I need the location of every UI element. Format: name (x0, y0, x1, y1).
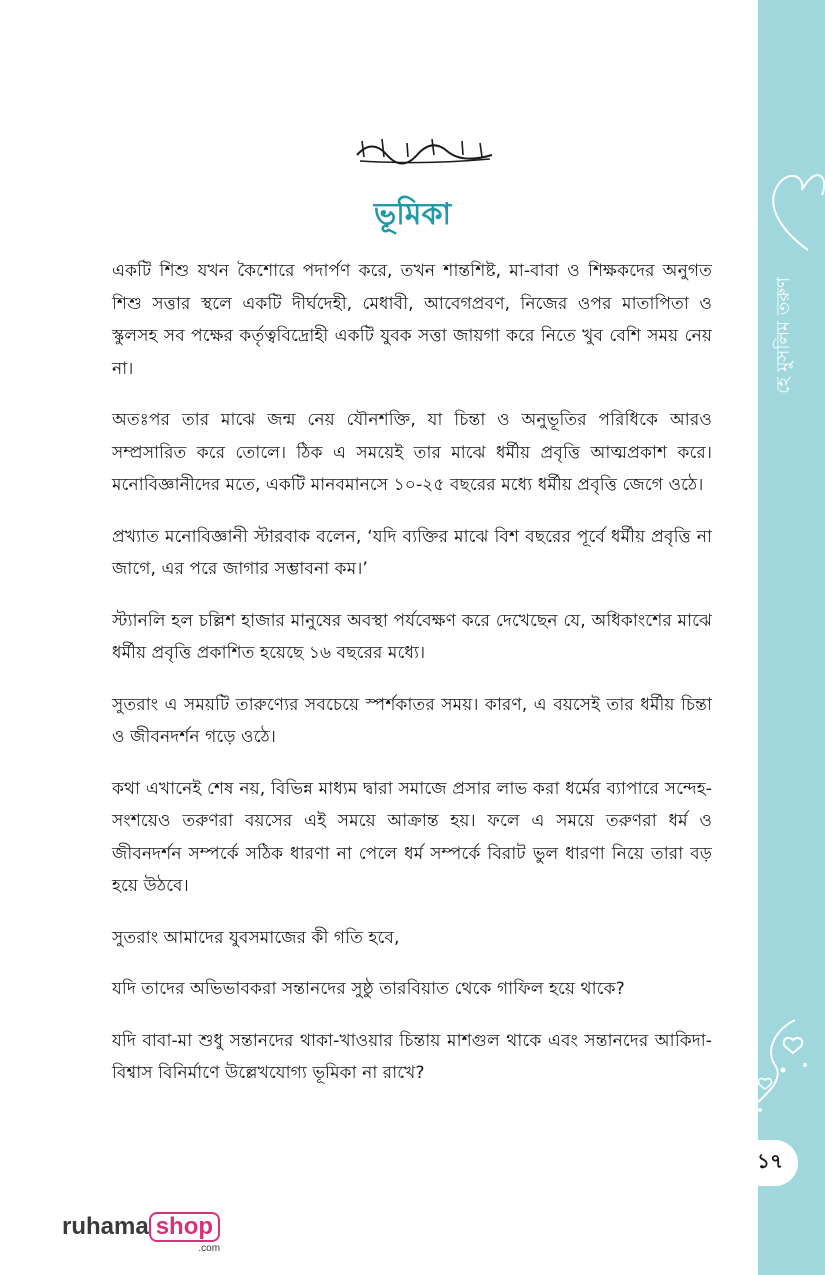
logo-ruhama: ruhama (62, 1213, 149, 1240)
watermark-logo (62, 1212, 220, 1254)
paragraph: সুতরাং এ সময়টি তারুণ্যের সবচেয়ে স্পর্শকাতর সময়। কারণ, এ বয়সেই তার ধর্মীয় চিন্তা ও জীবনদর্শন গড়ে ওঠে। (112, 694, 712, 747)
logo-com: .com (198, 1243, 221, 1254)
paragraph: স্ট্যানলি হল চল্লিশ হাজার মানুষের অবস্থা পর্যবেক্ষণ করে দেখেছেন যে, অধিকাংশের মাঝে ধর্মীয় প্রবৃত্তি প্রকাশিত হয়েছে ১৬ বছরের মধ্যে। (112, 610, 712, 663)
running-title (764, 250, 804, 420)
paragraph: সুতরাং আমাদের যুবসমাজের কী গতি হবে, (112, 927, 400, 948)
page-number: ১৭ (742, 1140, 798, 1186)
running-title-text: হে মুসলিম তরুণ (772, 276, 794, 394)
paragraph: প্রখ্যাত মনোবিজ্ঞানী স্টারবাক বলেন, ‘যদি ব্যক্তির মাঝে বিশ বছরের পূর্বে ধর্মীয় প্রবৃত্তি না জাগে, এর পরে জাগার সম্ভাবনা কম।’ (112, 526, 712, 579)
paragraph: যদি তাদের অভিভাবকরা সন্তানদের সুষ্ঠু তারবিয়াত থেকে গাফিল হয়ে থাকে? (112, 979, 625, 999)
paragraph: কথা এখানেই শেষ নয়, বিভিন্ন মাধ্যম দ্বারা সমাজে প্রসার লাভ করা ধর্মের ব্যাপারে সন্দেহ-সংশয়েও তরুণরা বয়সের এই সময়ে আক্রান্ত হয়। ফলে এ সময়ে তরুণরা ধর্ম ও জীবনদর্শন সম্পর্কে সঠিক ধারণা না পেলে ধর্ম সম্পর্কে বিরাট ভুল ধারণা নিয়ে তারা বড় হয়ে উঠবে। (112, 778, 712, 896)
page-title: ভূমিকা (373, 197, 452, 232)
bismillah-calligraphy-icon (352, 133, 497, 165)
floral-hearts-icon (735, 1010, 825, 1120)
paragraph: যদি বাবা-মা শুধু সন্তানদের থাকা-খাওয়ার চিন্তায় মাশগুল থাকে এবং সন্তানদের আকিদা-বিশ্বাস বিনির্মাণে উল্লেখযোগ্য ভূমিকা না রাখে? (112, 1030, 712, 1083)
body-text (112, 255, 712, 1109)
paragraph: একটি শিশু যখন কৈশোরে পদার্পণ করে, তখন শান্তশিষ্ট, মা-বাবা ও শিক্ষকদের অনুগত শিশু সত্তার স্থলে একটি দীর্ঘদেহী, মেধাবী, আবেগপ্রবণ, নিজের ওপর মাতাপিতা ও স্কুলসহ সব পক্ষের কর্তৃত্ববিদ্রোহী একটি যুবক সত্তা জায়গা করে নিতে খুব বেশি সময় নেয় না। (112, 261, 712, 379)
logo-shop: shop (149, 1212, 220, 1242)
paragraph: অতঃপর তার মাঝে জন্ম নেয় যৌনশক্তি, যা চিন্তা ও অনুভূতির পরিধিকে আরও সম্প্রসারিত করে তোলে। ঠিক এ সময়েই তার মাঝে ধর্মীয় প্রবৃত্তি আত্মপ্রকাশ করে। মনোবিজ্ঞানীদের মতে, একটি মানবমানসে ১০-২৫ বছরের মধ্যে ধর্মীয় প্রবৃত্তি জেগে ওঠে। (112, 410, 712, 495)
